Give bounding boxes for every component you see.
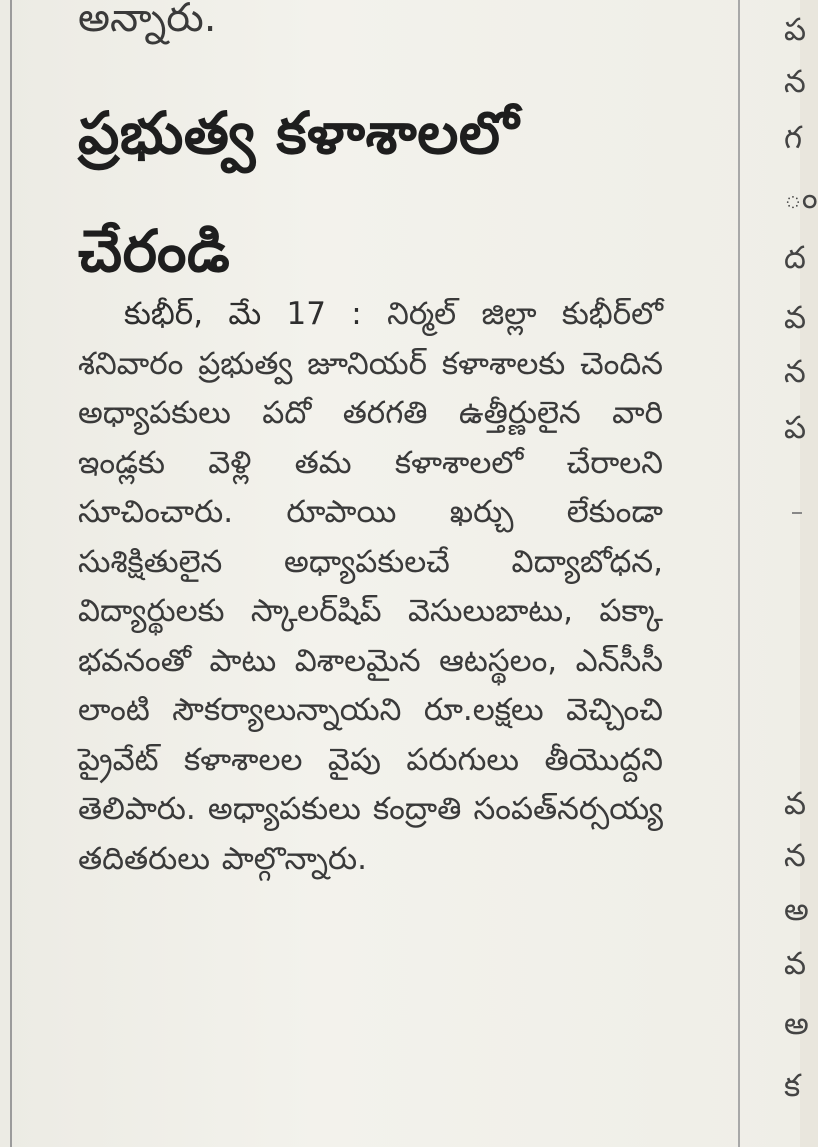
article-body — [78, 290, 663, 884]
article-headline: ప్రభుత్వ కళాశాలలో చేరండి — [78, 99, 520, 285]
adjacent-fragment: ప — [784, 410, 807, 446]
adjacent-fragment: గ — [784, 120, 803, 156]
adjacent-fragment: వ — [784, 946, 807, 982]
adjacent-column-edge — [748, 0, 818, 1147]
adjacent-fragment: న — [784, 64, 806, 100]
article-dateline: కుభీర్, మే 17 : — [124, 296, 362, 332]
column-divider-rule — [738, 0, 740, 1147]
adjacent-fragment: అ — [784, 892, 809, 928]
adjacent-fragment: న — [784, 354, 806, 390]
adjacent-divider — [792, 512, 802, 514]
adjacent-fragment: క — [784, 1068, 801, 1104]
adjacent-fragment: న — [784, 838, 806, 874]
adjacent-fragment: ప — [784, 12, 807, 48]
adjacent-fragment: ద — [784, 240, 806, 276]
adjacent-fragment: వ — [784, 300, 807, 336]
left-column-rule — [10, 0, 12, 1147]
adjacent-fragment: వ — [784, 786, 807, 822]
adjacent-fragment: అ — [784, 1006, 809, 1042]
adjacent-fragment: ం — [784, 180, 818, 216]
article-body-text: నిర్మల్ జిల్లా కుభీర్‌లో శనివారం ప్రభుత్వ జూనియర్ కళాశాలకు చెందిన అధ్యాపకులు పదో తరగతి ఉత్తీర్ణులైన వారి ఇండ్లకు వెళ్లి తమ కళాశాలలో చేరాలని సూచించారు. రూపాయి ఖర్చు లేకుండా సుశిక్షితులైన అధ్యాపకులచే విద్యాబోధన, విద్యార్థులకు స్కాలర్‌షిప్ వెసులుబాటు, పక్కా భవనంతో పాటు విశాలమైన ఆటస్థలం, ఎన్‌సీసీ లాంటి సౌకర్యాలున్నాయని రూ.లక్షలు వెచ్చించి ప్రైవేట్ కళాశాలల వైపు పరుగులు తీయొద్దని తెలిపారు. అధ్యాపకులు కంద్రాతి సంపత్‌నర్సయ్య తదితరులు పాల్గొన్నారు. — [78, 296, 663, 877]
previous-article-tail: అన్నారు. — [78, 0, 217, 41]
